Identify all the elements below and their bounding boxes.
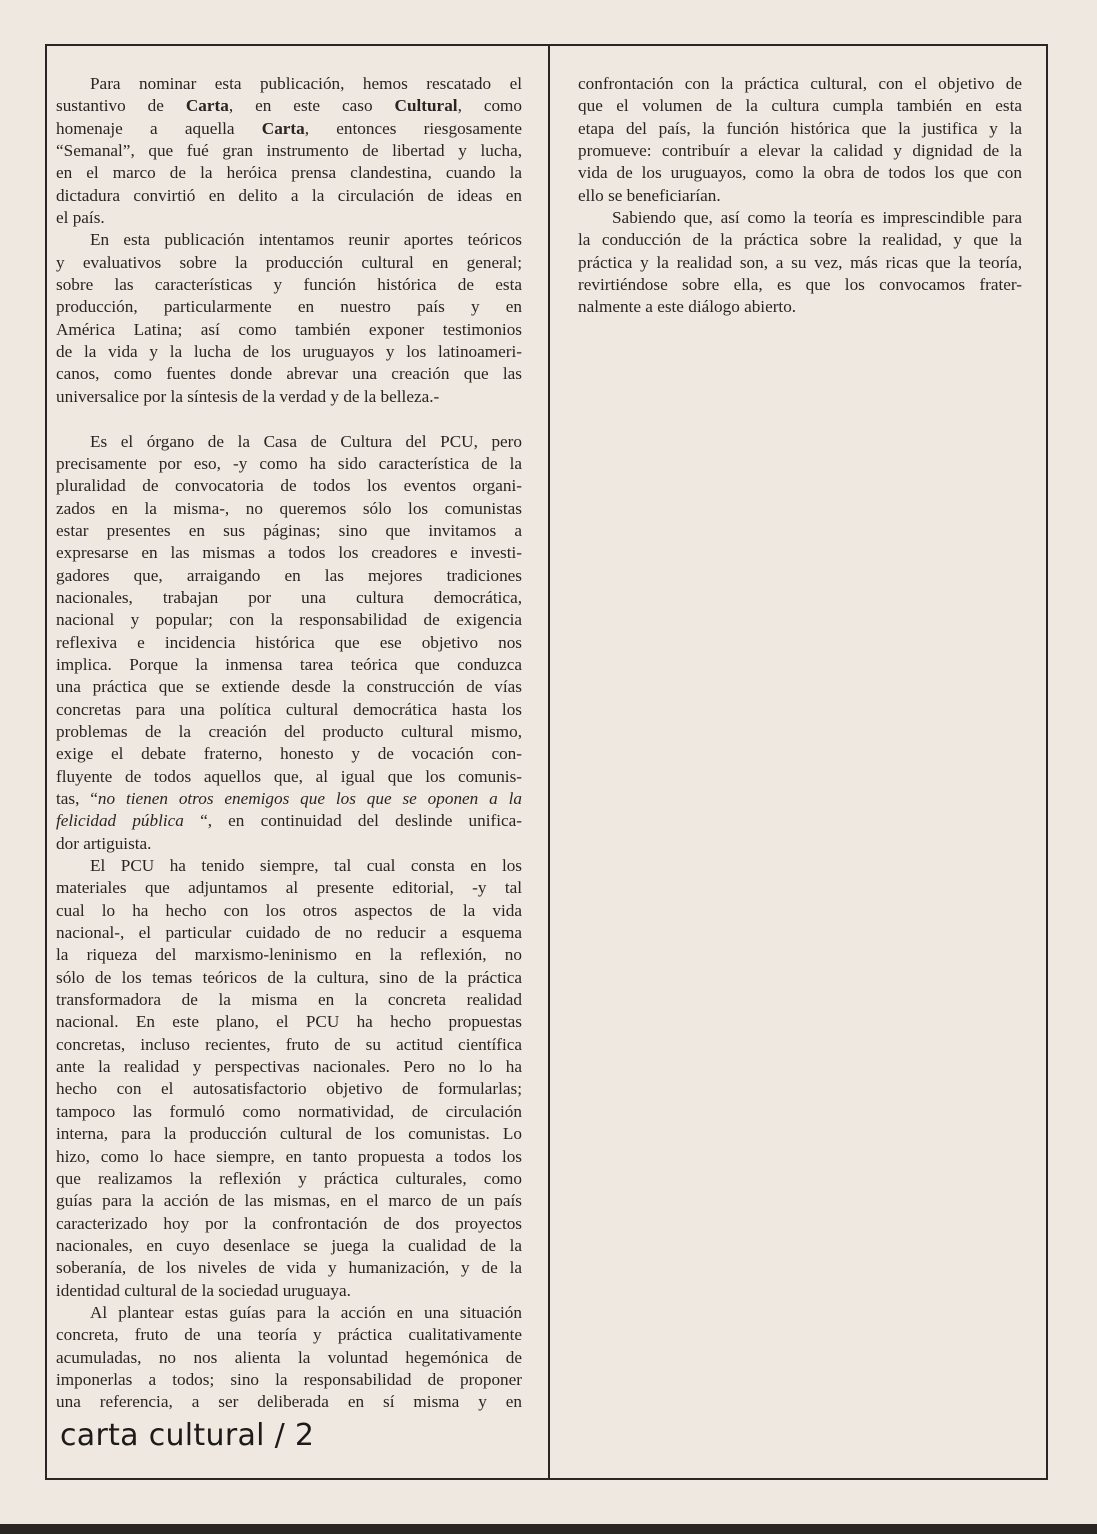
text-line: la riqueza del marxismo-leninismo en la reflexión, no bbox=[56, 945, 522, 965]
text-line: gadores que, arraigando en las mejores tradiciones bbox=[56, 565, 522, 585]
text-line: Sabiendo que, así como la teoría es imprescindible para bbox=[612, 208, 1022, 228]
text-line: dictadura convirtió en delito a la circulación de ideas en bbox=[56, 185, 522, 205]
text-line: El PCU ha tenido siempre, tal cual consta en los bbox=[90, 856, 522, 876]
text-segment: , entonces riesgosamente bbox=[304, 118, 522, 138]
text-segment: , como bbox=[457, 96, 523, 116]
text-segment: , en este caso bbox=[228, 96, 395, 116]
text-line: canos, como fuentes donde abrevar una creación que las bbox=[56, 364, 522, 384]
text-line: expresarse en las mismas a todos los creadores e investi- bbox=[56, 543, 522, 563]
right-column bbox=[578, 73, 1022, 319]
paragraph bbox=[56, 431, 522, 856]
text-line: producción, particularmente en nuestro país y en bbox=[56, 297, 522, 317]
text-line bbox=[56, 810, 522, 832]
text-line: confrontación con la práctica cultural, con el objetivo de bbox=[578, 74, 1022, 93]
text-line: exige el debate fraterno, honesto y de vocación con- bbox=[56, 744, 522, 764]
text-line: cual lo ha hecho con los otros aspectos de la vida bbox=[56, 900, 522, 920]
text-line: materiales que adjuntamos al presente editorial, -y tal bbox=[56, 878, 522, 898]
text-line: ello se beneficiarían. bbox=[578, 185, 721, 205]
text-line: revirtiéndose sobre ella, es que los convocamos frater- bbox=[578, 275, 1022, 295]
text-segment: homenaje a aquella bbox=[56, 118, 262, 138]
paragraph bbox=[578, 207, 1022, 319]
text-line: etapa del país, la función histórica que la justifica y la bbox=[578, 118, 1022, 138]
text-segment: tas, “ bbox=[56, 789, 98, 808]
text-line: sobre las características y función histórica de esta bbox=[56, 275, 522, 295]
text-line: en el marco de la heróica prensa clandestina, cuando la bbox=[56, 163, 522, 183]
text-line: Para nominar esta publicación, hemos rescatado el bbox=[90, 74, 522, 93]
text-line: imponerlas a todos; sino la responsabilidad de proponer bbox=[56, 1369, 522, 1389]
text-line: universalice por la síntesis de la verdad y de la belleza.- bbox=[56, 386, 440, 406]
text-line: interna, para la producción cultural de los comunistas. Lo bbox=[56, 1124, 522, 1144]
text-line: zados en la misma-, no queremos sólo los comunistas bbox=[56, 498, 522, 518]
paragraph bbox=[56, 1302, 522, 1414]
text-line: Al plantear estas guías para la acción en una situación bbox=[90, 1302, 522, 1322]
text-line: vida de los uruguayos, como la obra de todos los que con bbox=[578, 163, 1022, 183]
text-line: hizo, como lo hace siempre, en tanto propuesta a todos los bbox=[56, 1146, 522, 1166]
text-line: la conducción de la práctica sobre la realidad, y que la bbox=[578, 230, 1022, 250]
text-line: ante la realidad y perspectivas nacionales. Pero no lo ha bbox=[56, 1057, 522, 1077]
text-segment: sustantivo de bbox=[56, 96, 186, 116]
text-line: el país. bbox=[56, 208, 105, 228]
text-line: precisamente por eso, -y como ha sido característica de la bbox=[56, 453, 522, 473]
text-line: En esta publicación intentamos reunir aportes teóricos bbox=[90, 230, 522, 250]
text-line: concretas para una política cultural democrática hasta los bbox=[56, 699, 522, 719]
text-line: nacional y popular; con la responsabilidad de exigencia bbox=[56, 610, 522, 630]
text-line bbox=[56, 788, 522, 810]
text-line: que el volumen de la cultura cumpla también en esta bbox=[578, 96, 1022, 116]
scan-edge bbox=[0, 1524, 1097, 1534]
text-line: fluyente de todos aquellos que, al igual que los comunis- bbox=[56, 766, 522, 786]
text-segment: “, en continuidad del deslinde unifica- bbox=[183, 811, 522, 831]
text-line: “Semanal”, que fué gran instrumento de libertad y lucha, bbox=[56, 141, 522, 161]
text-line: promueve: contribuír a elevar la calidad y dignidad de la bbox=[578, 141, 1022, 161]
bold-text: Carta bbox=[261, 118, 305, 138]
page-footer: carta cultural / 2 bbox=[60, 1418, 315, 1453]
text-line: nacionales, trabajan por una cultura democrática, bbox=[56, 587, 522, 607]
text-line: caracterizado hoy por la confrontación de dos proyectos bbox=[56, 1213, 522, 1233]
text-line: una práctica que se extiende desde la construcción de vías bbox=[56, 677, 522, 697]
bold-text: Carta bbox=[185, 96, 229, 116]
column-divider bbox=[548, 44, 550, 1480]
italic-quote: felicidad pública bbox=[56, 811, 184, 831]
text-line: Es el órgano de la Casa de Cultura del PCU, pero bbox=[90, 431, 522, 451]
text-line: de la vida y la lucha de los uruguayos y los latinoameri- bbox=[56, 342, 522, 362]
italic-quote: no tienen otros enemigos que los que se oponen a la bbox=[97, 789, 522, 808]
paragraph-gap bbox=[56, 408, 522, 430]
text-line: soberanía, de los niveles de vida y humanización, y de la bbox=[56, 1258, 522, 1278]
text-line: sólo de los temas teóricos de la cultura, sino de la práctica bbox=[56, 967, 522, 987]
text-line: problemas de la creación del producto cultural mismo, bbox=[56, 721, 522, 741]
left-column bbox=[56, 73, 522, 1414]
paragraph bbox=[56, 855, 522, 1302]
text-line: pluralidad de convocatoria de todos los eventos organi- bbox=[56, 476, 522, 496]
text-line: y evaluativos sobre la producción cultural en general; bbox=[56, 252, 522, 272]
text-line: nacional. En este plano, el PCU ha hecho propuestas bbox=[56, 1012, 522, 1032]
text-line: una referencia, a ser deliberada en sí misma y en bbox=[56, 1392, 522, 1412]
text-line: práctica y la realidad son, a su vez, más ricas que la teoría, bbox=[578, 252, 1022, 272]
paragraph bbox=[578, 73, 1022, 207]
paragraph bbox=[56, 229, 522, 408]
text-line: implica. Porque la inmensa tarea teórica que conduzca bbox=[56, 654, 522, 674]
text-line: nacional-, el particular cuidado de no reducir a esquema bbox=[56, 923, 522, 943]
text-line: identidad cultural de la sociedad uruguaya. bbox=[56, 1280, 351, 1300]
text-line: guías para la acción de las mismas, en el marco de un país bbox=[56, 1191, 522, 1211]
bold-text: Cultural bbox=[394, 96, 458, 116]
text-line: concreta, fruto de una teoría y práctica cualitativamente bbox=[56, 1325, 522, 1345]
text-line: reflexiva e incidencia histórica que ese objetivo nos bbox=[56, 632, 522, 652]
text-line: nalmente a este diálogo abierto. bbox=[578, 297, 797, 317]
text-line bbox=[56, 118, 522, 140]
text-line: concretas, incluso recientes, fruto de su actitud científica bbox=[56, 1034, 522, 1054]
text-line: América Latina; así como también exponer testimonios bbox=[56, 319, 522, 339]
text-line: que realizamos la reflexión y práctica culturales, como bbox=[56, 1168, 522, 1188]
text-line bbox=[56, 95, 522, 117]
text-line: transformadora de la misma en la concreta realidad bbox=[56, 990, 522, 1010]
text-line: acumuladas, no nos alienta la voluntad hegemónica de bbox=[56, 1347, 522, 1367]
text-line: dor artiguista. bbox=[56, 833, 152, 853]
text-line: estar presentes en sus páginas; sino que invitamos a bbox=[56, 520, 522, 540]
paragraph bbox=[56, 73, 522, 229]
text-line: tampoco las formuló como normatividad, de circulación bbox=[56, 1101, 522, 1121]
text-line: hecho con el autosatisfactorio objetivo de formularlas; bbox=[56, 1079, 522, 1099]
text-line: nacionales, en cuyo desenlace se juega la cualidad de la bbox=[56, 1235, 522, 1255]
